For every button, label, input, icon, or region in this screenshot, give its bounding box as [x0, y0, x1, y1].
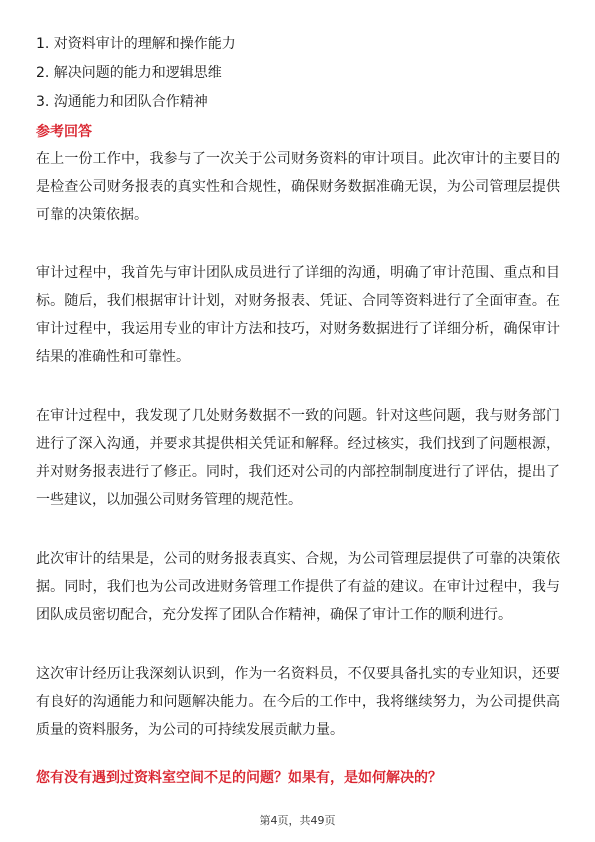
list-item: 2. 解决问题的能力和逻辑思维	[36, 65, 222, 81]
answer-paragraph: 此次审计的结果是，公司的财务报表真实、合规，为公司管理层提供了可靠的决策依据。同时，我们也为公司改进财务管理工作提供了有益的建议。在审计过程中，我与团队成员密切配合，充分发挥了团队合作精神，确保了审计工作的顺利进行。	[36, 551, 560, 623]
answer-paragraph: 在上一份工作中，我参与了一次关于公司财务资料的审计项目。此次审计的主要目的是检查公司财务报表的真实性和合规性，确保财务数据准确无误，为公司管理层提供可靠的决策依据。	[36, 151, 560, 223]
answer-paragraph: 这次审计经历让我深刻认识到，作为一名资料员，不仅要具备扎实的专业知识，还要有良好的沟通能力和问题解决能力。在今后的工作中，我将继续努力，为公司提供高质量的资料服务，为公司的可持续发展贡献力量。	[36, 666, 560, 738]
answer-heading: 参考回答	[36, 124, 92, 140]
list-item: 3. 沟通能力和团队合作精神	[36, 94, 208, 110]
page-footer: 第4页，共49页	[259, 814, 336, 827]
list-item: 1. 对资料审计的理解和操作能力	[36, 36, 236, 52]
answer-paragraph: 审计过程中，我首先与审计团队成员进行了详细的沟通，明确了审计范围、重点和目标。随后，我们根据审计计划，对财务报表、凭证、合同等资料进行了全面审查。在审计过程中，我运用专业的审计方法和技巧，对财务数据进行了详细分析，确保审计结果的准确性和可靠性。	[36, 265, 560, 365]
answer-paragraph: 在审计过程中，我发现了几处财务数据不一致的问题。针对这些问题，我与财务部门进行了深入沟通，并要求其提供相关凭证和解释。经过核实，我们找到了问题根源，并对财务报表进行了修正。同时，我们还对公司的内部控制制度进行了评估，提出了一些建议，以加强公司财务管理的规范性。	[36, 408, 560, 508]
next-question: 您有没有遇到过资料室空间不足的问题？如果有，是如何解决的？	[36, 770, 442, 786]
